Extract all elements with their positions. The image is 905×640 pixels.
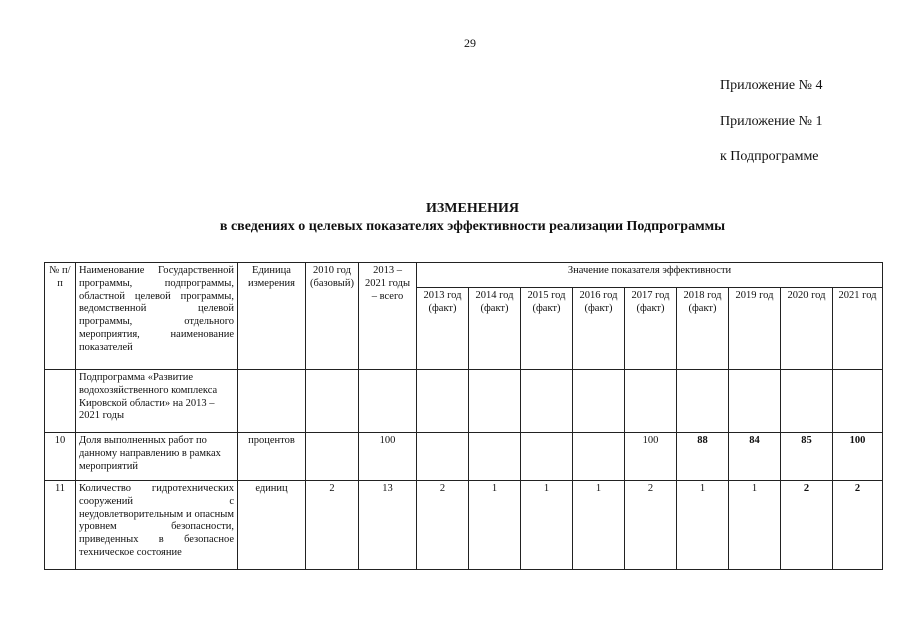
header-year: 2014 год (факт) <box>469 288 521 370</box>
row-total: 13 <box>359 481 417 570</box>
row-value <box>521 433 573 481</box>
table-row <box>45 370 883 433</box>
row-base <box>306 433 359 481</box>
header-num: № п/п <box>45 263 76 370</box>
row-unit: процентов <box>238 433 306 481</box>
header-name: Наименование Государственной программы, подпрограммы, областной целевой программы, ведомственной целевой программы, отдельного мероприятия, наименование показателей <box>76 263 238 370</box>
document-subtitle: в сведениях о целевых показателях эффективности реализации Подпрограммы <box>219 219 726 234</box>
appendix-line-1: Приложение № 4 <box>720 78 823 93</box>
header-year: 2019 год <box>729 288 781 370</box>
header-year: 2017 год (факт) <box>625 288 677 370</box>
header-year: 2018 год (факт) <box>677 288 729 370</box>
row-value <box>417 433 469 481</box>
header-total: 2013 – 2021 годы – всего <box>359 263 417 370</box>
table-row <box>45 433 883 481</box>
header-values-group: Значение показателя эффективности <box>417 263 883 288</box>
row-value: 85 <box>781 433 833 481</box>
row-value: 100 <box>625 433 677 481</box>
row-name: Количество гидротехнических сооружений с неудовлетворительным и опасным уровнем безопасности, приведенных в безопасное техническое состояние <box>76 481 238 570</box>
row-value: 1 <box>521 481 573 570</box>
row-value: 84 <box>729 433 781 481</box>
subprogram-name: Подпрограмма «Развитие водохозяйственного комплекса Кировской области» на 2013 – 2021 годы <box>76 370 238 433</box>
row-name: Доля выполненных работ по данному направлению в рамках мероприятий <box>76 433 238 481</box>
header-year: 2015 год (факт) <box>521 288 573 370</box>
row-value: 1 <box>573 481 625 570</box>
row-base: 2 <box>306 481 359 570</box>
header-year: 2013 год (факт) <box>417 288 469 370</box>
row-value <box>469 433 521 481</box>
header-year: 2016 год (факт) <box>573 288 625 370</box>
row-unit: единиц <box>238 481 306 570</box>
row-value <box>573 433 625 481</box>
row-value: 1 <box>729 481 781 570</box>
row-value: 2 <box>781 481 833 570</box>
table-row <box>45 481 883 570</box>
indicators-table <box>44 262 883 570</box>
header-unit: Единица измерения <box>238 263 306 370</box>
row-total: 100 <box>359 433 417 481</box>
row-value: 100 <box>833 433 883 481</box>
page-number: 29 <box>464 36 476 50</box>
row-value: 2 <box>417 481 469 570</box>
header-year: 2021 год <box>833 288 883 370</box>
header-year: 2020 год <box>781 288 833 370</box>
appendix-line-2: Приложение № 1 <box>720 114 823 129</box>
row-num: 10 <box>45 433 76 481</box>
row-value: 1 <box>677 481 729 570</box>
row-value: 1 <box>469 481 521 570</box>
document-title: ИЗМЕНЕНИЯ <box>426 201 519 216</box>
header-base-year: 2010 год (базовый) <box>306 263 359 370</box>
row-value: 88 <box>677 433 729 481</box>
row-value: 2 <box>833 481 883 570</box>
row-value: 2 <box>625 481 677 570</box>
appendix-line-3: к Подпрограмме <box>720 149 819 164</box>
row-num: 11 <box>45 481 76 570</box>
